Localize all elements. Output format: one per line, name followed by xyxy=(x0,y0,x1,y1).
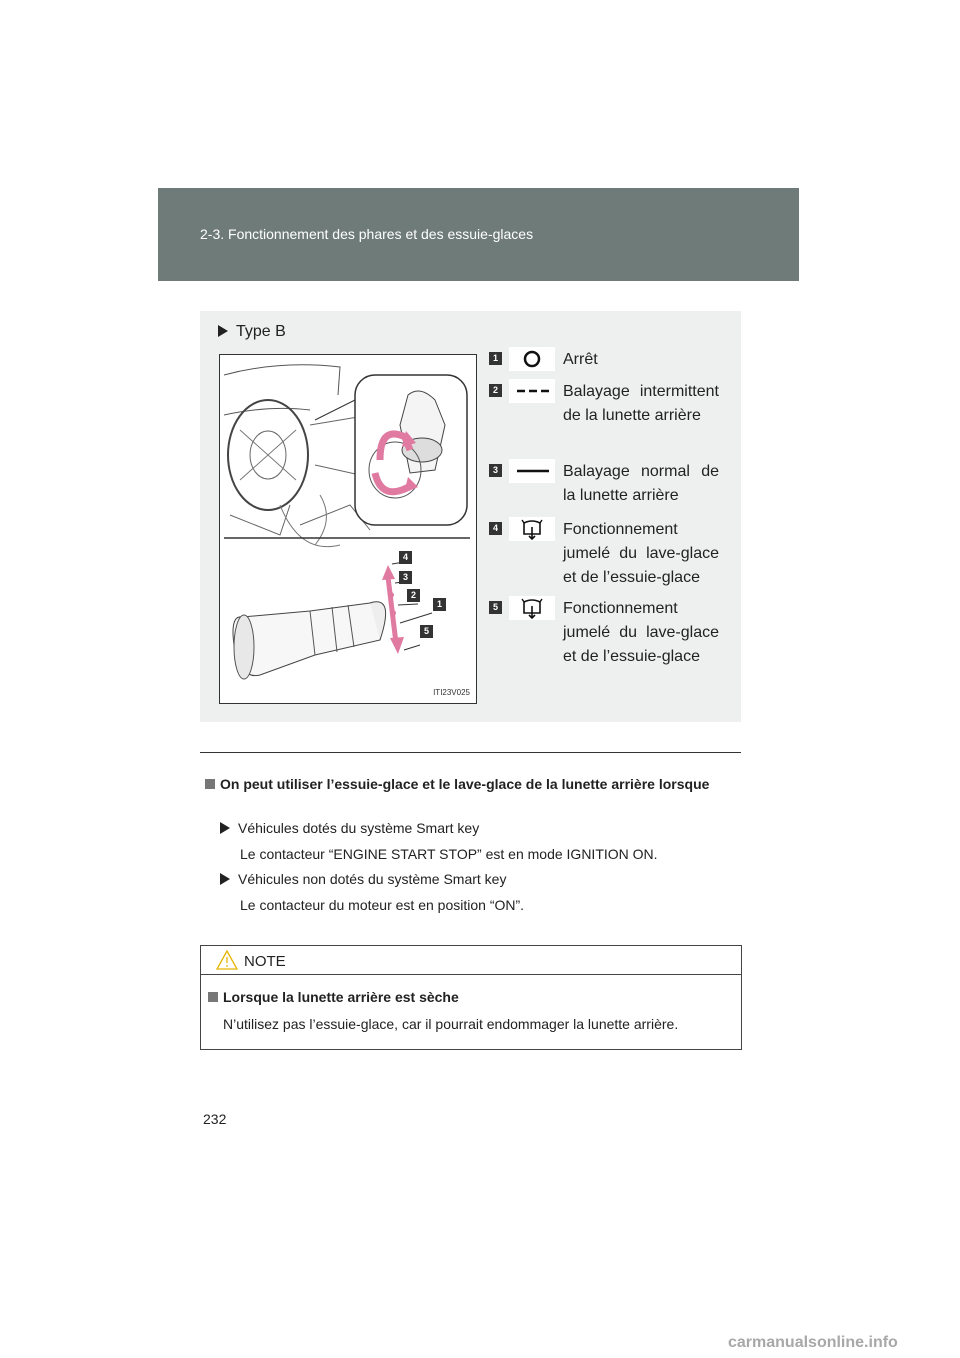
type-b-panel xyxy=(200,311,741,722)
square-bullet-icon xyxy=(208,992,218,1002)
callout-2: 2 xyxy=(407,589,420,602)
legend-number: 2 xyxy=(489,384,502,397)
legend-text: Balayage intermittent de la lunette arrière xyxy=(563,383,719,424)
condition-detail: Le contacteur “ENGINE START STOP” est en mode IGNITION ON. xyxy=(240,846,658,862)
off-circle-icon xyxy=(509,347,555,371)
page-number: 232 xyxy=(203,1111,227,1127)
section-title: 2-3. Fonctionnement des phares et des essuie-glaces xyxy=(200,226,534,242)
arrow-bullet-icon xyxy=(220,873,230,885)
note-subtitle-text: Lorsque la lunette arrière est sèche xyxy=(223,989,459,1005)
normal-line-icon xyxy=(509,459,555,483)
callout-1: 1 xyxy=(433,598,446,611)
condition-detail: Le contacteur du moteur est en position “ON”. xyxy=(240,897,525,913)
legend-text: Fonctionnement jumelé du lave-glace et de l’essuie-glace xyxy=(563,521,719,586)
condition-item xyxy=(220,820,479,836)
wiper-switch-illustration xyxy=(219,354,477,704)
conditions-heading-text: On peut utiliser l’essuie-glace et le lave-glace de la lunette arrière lorsque xyxy=(220,776,710,792)
legend-text: Balayage normal de la lunette arrière xyxy=(563,463,719,504)
intermittent-dashes-icon xyxy=(509,379,555,403)
conditions-heading xyxy=(205,774,738,795)
callout-4: 4 xyxy=(399,551,412,564)
legend-number: 4 xyxy=(489,522,502,535)
washer-icon xyxy=(509,596,555,620)
callout-3: 3 xyxy=(399,571,412,584)
type-label-text: Type B xyxy=(236,323,286,340)
washer-icon xyxy=(509,517,555,541)
section-header xyxy=(158,188,799,281)
figure-code: ITI23V025 xyxy=(433,688,470,697)
watermark: carmanualsonline.info xyxy=(728,1334,898,1351)
arrow-bullet-icon xyxy=(218,325,228,337)
legend-text: Fonctionnement jumelé du lave-glace et de l’essuie-glace xyxy=(563,600,719,665)
legend-number: 1 xyxy=(489,352,502,365)
note-header xyxy=(201,946,741,975)
square-bullet-icon xyxy=(205,779,215,789)
condition-label: Véhicules non dotés du système Smart key xyxy=(238,871,507,887)
wiper-illustration-drawing xyxy=(220,355,476,703)
note-subtitle xyxy=(208,989,459,1005)
type-label xyxy=(218,323,286,341)
note-box xyxy=(200,945,742,1050)
note-title: NOTE xyxy=(244,953,286,970)
legend-number: 3 xyxy=(489,464,502,477)
section-divider xyxy=(200,752,741,753)
condition-item xyxy=(220,871,506,887)
legend-text: Arrêt xyxy=(563,351,598,368)
arrow-bullet-icon xyxy=(220,822,230,834)
note-text: N’utilisez pas l’essuie-glace, car il pourrait endommager la lunette arrière. xyxy=(223,1016,679,1032)
condition-label: Véhicules dotés du système Smart key xyxy=(238,820,480,836)
warning-triangle-icon xyxy=(216,949,238,976)
legend-number: 5 xyxy=(489,601,502,614)
callout-5: 5 xyxy=(420,625,433,638)
